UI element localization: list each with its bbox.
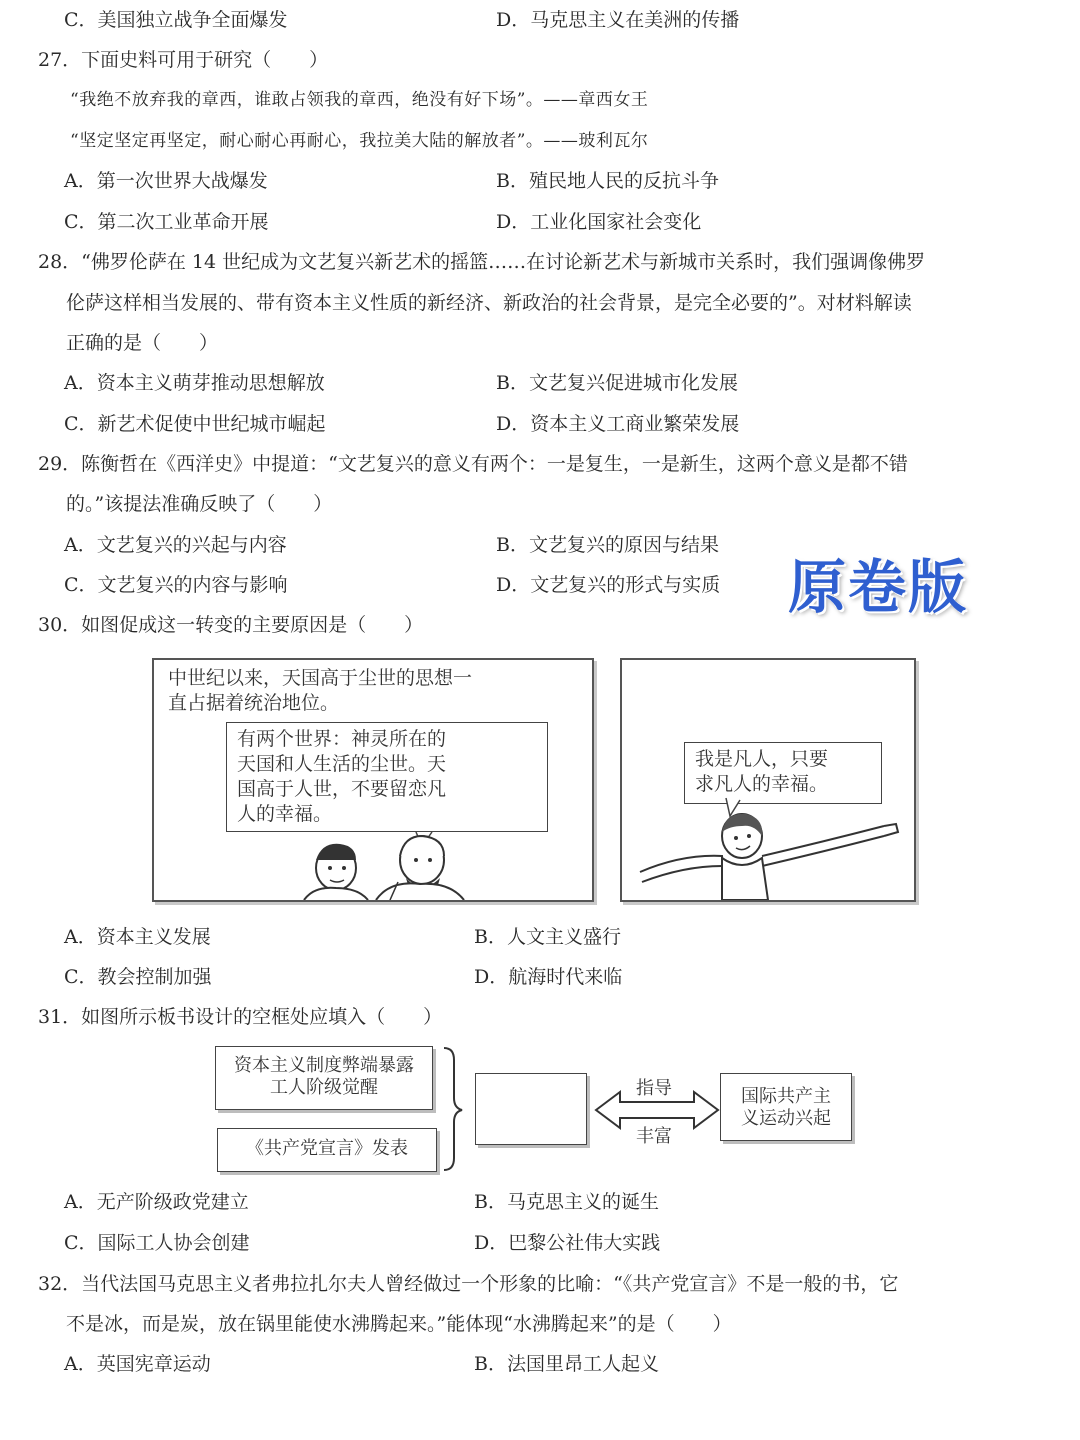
q28-option-d: D．资本主义工商业繁荣发展 <box>496 413 740 435</box>
board-box-international-movement: 国际共产主 义运动兴起 <box>720 1073 852 1141</box>
medieval-figures-illustration <box>154 660 592 900</box>
blank-answer-box <box>475 1073 587 1145</box>
q26-option-c: C．美国独立战争全面爆发 <box>64 9 288 31</box>
q30-option-c: C．教会控制加强 <box>64 966 212 988</box>
q28-option-a: A．资本主义萌芽推动思想解放 <box>64 372 325 394</box>
q32-option-b: B．法国里昂工人起义 <box>474 1353 659 1375</box>
q28-line-2: 伦萨这样相当发展的、带有资本主义性质的新经济、新政治的社会背景，是完全必要的”。对材料解读 <box>66 292 912 314</box>
q27-stem: 27．下面史料可用于研究（ ） <box>38 49 329 71</box>
board-box-manifesto: 《共产党宣言》发表 <box>217 1128 437 1172</box>
q27-option-c: C．第二次工业革命开展 <box>64 211 269 233</box>
cartoon-panel-right <box>620 658 916 902</box>
cartoon-panel-left <box>152 658 594 902</box>
q28-line-3: 正确的是（ ） <box>66 332 219 354</box>
q27-option-d: D．工业化国家社会变化 <box>496 211 702 233</box>
q31-option-a: A．无产阶级政党建立 <box>64 1191 249 1213</box>
q27-option-a: A．第一次世界大战爆发 <box>64 170 268 192</box>
q28-option-c: C．新艺术促使中世纪城市崛起 <box>64 413 326 435</box>
q28-line-1: 28．“佛罗伦萨在 14 世纪成为文艺复兴新艺术的摇篮……在讨论新艺术与新城市关系时，我们强调像佛罗 <box>38 251 926 273</box>
q29-line-2: 的。”该提法准确反映了（ ） <box>66 493 333 515</box>
q29-line-1: 29．陈衡哲在《西洋史》中提道：“文艺复兴的意义有两个：一是复生，一是新生，这两个意义是都不错 <box>38 453 908 475</box>
q30-option-a: A．资本主义发展 <box>64 926 211 948</box>
q29-option-c: C．文艺复兴的内容与影响 <box>64 574 288 596</box>
q30-option-b: B．人文主义盛行 <box>474 926 621 948</box>
q27-quote-2: “坚定坚定再坚定，耐心耐心再耐心，我拉美大陆的解放者”。——玻利瓦尔 <box>70 131 649 151</box>
q30-option-d: D．航海时代来临 <box>474 966 623 988</box>
q29-option-d: D．文艺复兴的形式与实质 <box>496 574 721 596</box>
renaissance-man-illustration <box>622 660 914 900</box>
q30-stem: 30．如图促成这一转变的主要原因是（ ） <box>38 614 424 636</box>
q31-option-c: C．国际工人协会创建 <box>64 1232 250 1254</box>
q32-line-1: 32．当代法国马克思主义者弗拉扎尔夫人曾经做过一个形象的比喻：“《共产党宣言》不是一般的书，它 <box>38 1273 899 1295</box>
q29-option-a: A．文艺复兴的兴起与内容 <box>64 534 287 556</box>
panel-left-caption: 中世纪以来，天国高于尘世的思想一 直占据着统治地位。 <box>168 667 473 714</box>
q29-option-b: B．文艺复兴的原因与结果 <box>496 534 719 556</box>
q32-line-2: 不是冰，而是炭，放在锅里能使水沸腾起来。”能体现“水沸腾起来”的是（ ） <box>66 1313 732 1335</box>
arrow-label-guide: 指导 <box>636 1078 672 1099</box>
q31-option-d: D．巴黎公社伟大实践 <box>474 1232 661 1254</box>
q32-option-a: A．英国宪章运动 <box>64 1353 211 1375</box>
board-box-causes: 资本主义制度弊端暴露 工人阶级觉醒 <box>215 1046 433 1110</box>
panel-left-speech-bubble: 有两个世界：神灵所在的 天国和人生活的尘世。天 国高于人世，不要留恋凡 人的幸福。 <box>226 722 548 832</box>
q31-option-b: B．马克思主义的诞生 <box>474 1191 659 1213</box>
q28-option-b: B．文艺复兴促进城市化发展 <box>496 372 738 394</box>
arrow-label-enrich: 丰富 <box>636 1126 672 1147</box>
q27-option-b: B．殖民地人民的反抗斗争 <box>496 170 719 192</box>
original-edition-watermark: 原卷版 <box>788 553 969 621</box>
panel-right-speech-bubble: 我是凡人，只要 求凡人的幸福。 <box>684 742 882 804</box>
q26-option-d: D．马克思主义在美洲的传播 <box>496 9 740 31</box>
q27-quote-1: “我绝不放弃我的章西，谁敢占领我的章西，绝没有好下场”。——章西女王 <box>70 90 649 110</box>
q31-stem: 31．如图所示板书设计的空框处应填入（ ） <box>38 1006 443 1028</box>
